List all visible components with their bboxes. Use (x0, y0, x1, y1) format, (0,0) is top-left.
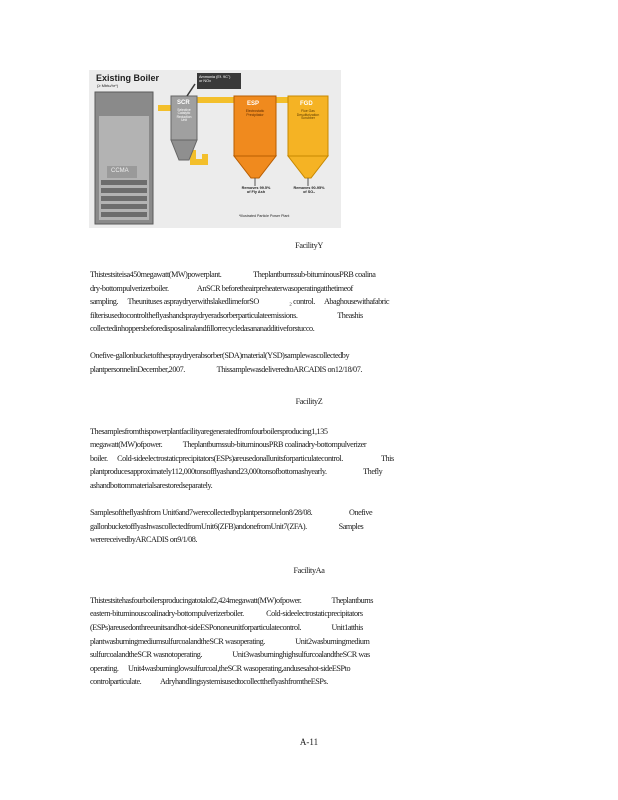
section-heading-facility-y: FacilityY (295, 241, 323, 250)
paragraph-line: controlparticulate. AdryhandlingsystemisusedtocollecttheflyashfromtheESPs. (90, 677, 328, 686)
esp-abbr: ESP (247, 101, 260, 107)
ammonia-label: Ammonia (Ef. 9Cˆ) or NOx (199, 75, 231, 83)
boiler-label: CCMA (111, 168, 129, 174)
fgd-abbr: FGD (300, 101, 313, 107)
paragraph-line: operating. Unit4wasburninglowsulfurcoal,theSCR wasoperating,andusesahot-sideESPto (90, 664, 351, 673)
paragraph-line: plantpersonnelinDecember,2007. ThissamplewasdeliveredtoARCADIS on12/18/07. (90, 365, 362, 374)
paragraph-line: ashandbottommaterialsarestoredseparately. (90, 481, 213, 490)
esp-label: Electrostatic Precipitator (245, 109, 265, 117)
boiler-subtitle: (≥ Mbtu/hr*) (97, 83, 119, 88)
paragraph-line: eastern-bituminouscoalinadry-bottompulverizerboiler. Cold-sideelectrostaticprecipitators (90, 609, 363, 618)
paragraph-line: werereceivedbyARCADIS on9/1/08. (90, 535, 198, 544)
paragraph-line: plantproducesapproximately112,000tonsofflyashand23,000tonsofbottomashyearly. Thefly (90, 467, 383, 476)
paragraph-line: sampling. Theunituses aspraydryerwithslakedlimeforSO ₂ control. Abaghousewithafabric (90, 297, 390, 306)
ammonia-callout-line (187, 84, 195, 96)
paragraph-line: Thistestsitehasfourboilersproducingatotalof2,424megawatt(MW)ofpower. Theplantburns (90, 596, 373, 605)
paragraph-line: collectedinhoppersbeforedisposalinalandfillorrecycledasananadditiveforstucco. (90, 324, 315, 333)
process-diagram (89, 70, 341, 228)
section-heading-facility-z: FacilityZ (295, 397, 323, 406)
process-diagram-graphic (89, 70, 341, 228)
scr-abbr: SCR (177, 100, 190, 106)
duct-return (193, 150, 205, 162)
fgd-hopper (288, 156, 328, 178)
paragraph-line: sulfurcoalandtheSCR wasnotoperating. Unit3wasburninghighsulfurcoalandtheSCR was (90, 650, 370, 659)
page-number: A-11 (299, 737, 319, 747)
section-heading-facility-aa: FacilityAa (293, 566, 325, 575)
paragraph-line: Thistestsiteisa450megawatt(MW)powerplant. Theplantburnssub-bituminousPRB coalina (90, 270, 376, 279)
paragraph-line: Thesamplesfromthispowerplantfacilityaregeneratedfromfourboilersproducing1,135 (90, 427, 328, 436)
paragraph-line: filterisusedtocontroltheflyashandspraydryeradsorberparticulateemissions. Theashis (90, 311, 363, 320)
esp-removal-label: Removes 99.5% of Fly Ash (241, 186, 271, 194)
scr-label: Selective Catalytic Reduction Unit (176, 108, 192, 123)
paragraph-line: boiler. Cold-sideelectrostaticprecipitators(ESPs)areusedonallunitsforparticulatecontrol. This (90, 454, 394, 463)
paragraph-line: plantwasburningmediumsulfurcoalandtheSCR wasoperating. Unit2wasburningmedium (90, 637, 370, 646)
paragraph-line: dry-bottompulverizerboiler. AnSCR beforetheairpreheaterwasoperatingatthetimeof (90, 284, 353, 293)
paragraph-line: (ESPs)areusedonthreeunitsandhot-sideESPononeunitforparticulatecontrol. Unit1atthis (90, 623, 363, 632)
boiler-title: Existing Boiler (96, 73, 160, 83)
paragraph-line: Samplesoftheflyashfrom Unit6and7werecollectedbyplantpersonnelon8/28/08. Onefive (90, 508, 373, 517)
esp-hopper (234, 156, 276, 178)
diagram-footnote: *Illustrated Particle Power Plant (239, 214, 290, 218)
paragraph-line: gallonbucketofflyashwascollectedfromUnit6(ZFB)andonefromUnit7(ZFA). Samples (90, 522, 364, 531)
fgd-removal-label: Removes 90-95% of SO₂ (293, 186, 325, 194)
fgd-label: Flue Gas Desulfurization Scrubber (296, 109, 320, 121)
paragraph-line: Onefive-gallonbucketofthespraydryerabsorber(SDA)material(YSD)samplewascollectedby (90, 351, 350, 360)
paragraph-line: megawatt(MW)ofpower. Theplantburnssub-bituminousPRB coalinadry-bottompulverizer (90, 440, 367, 449)
